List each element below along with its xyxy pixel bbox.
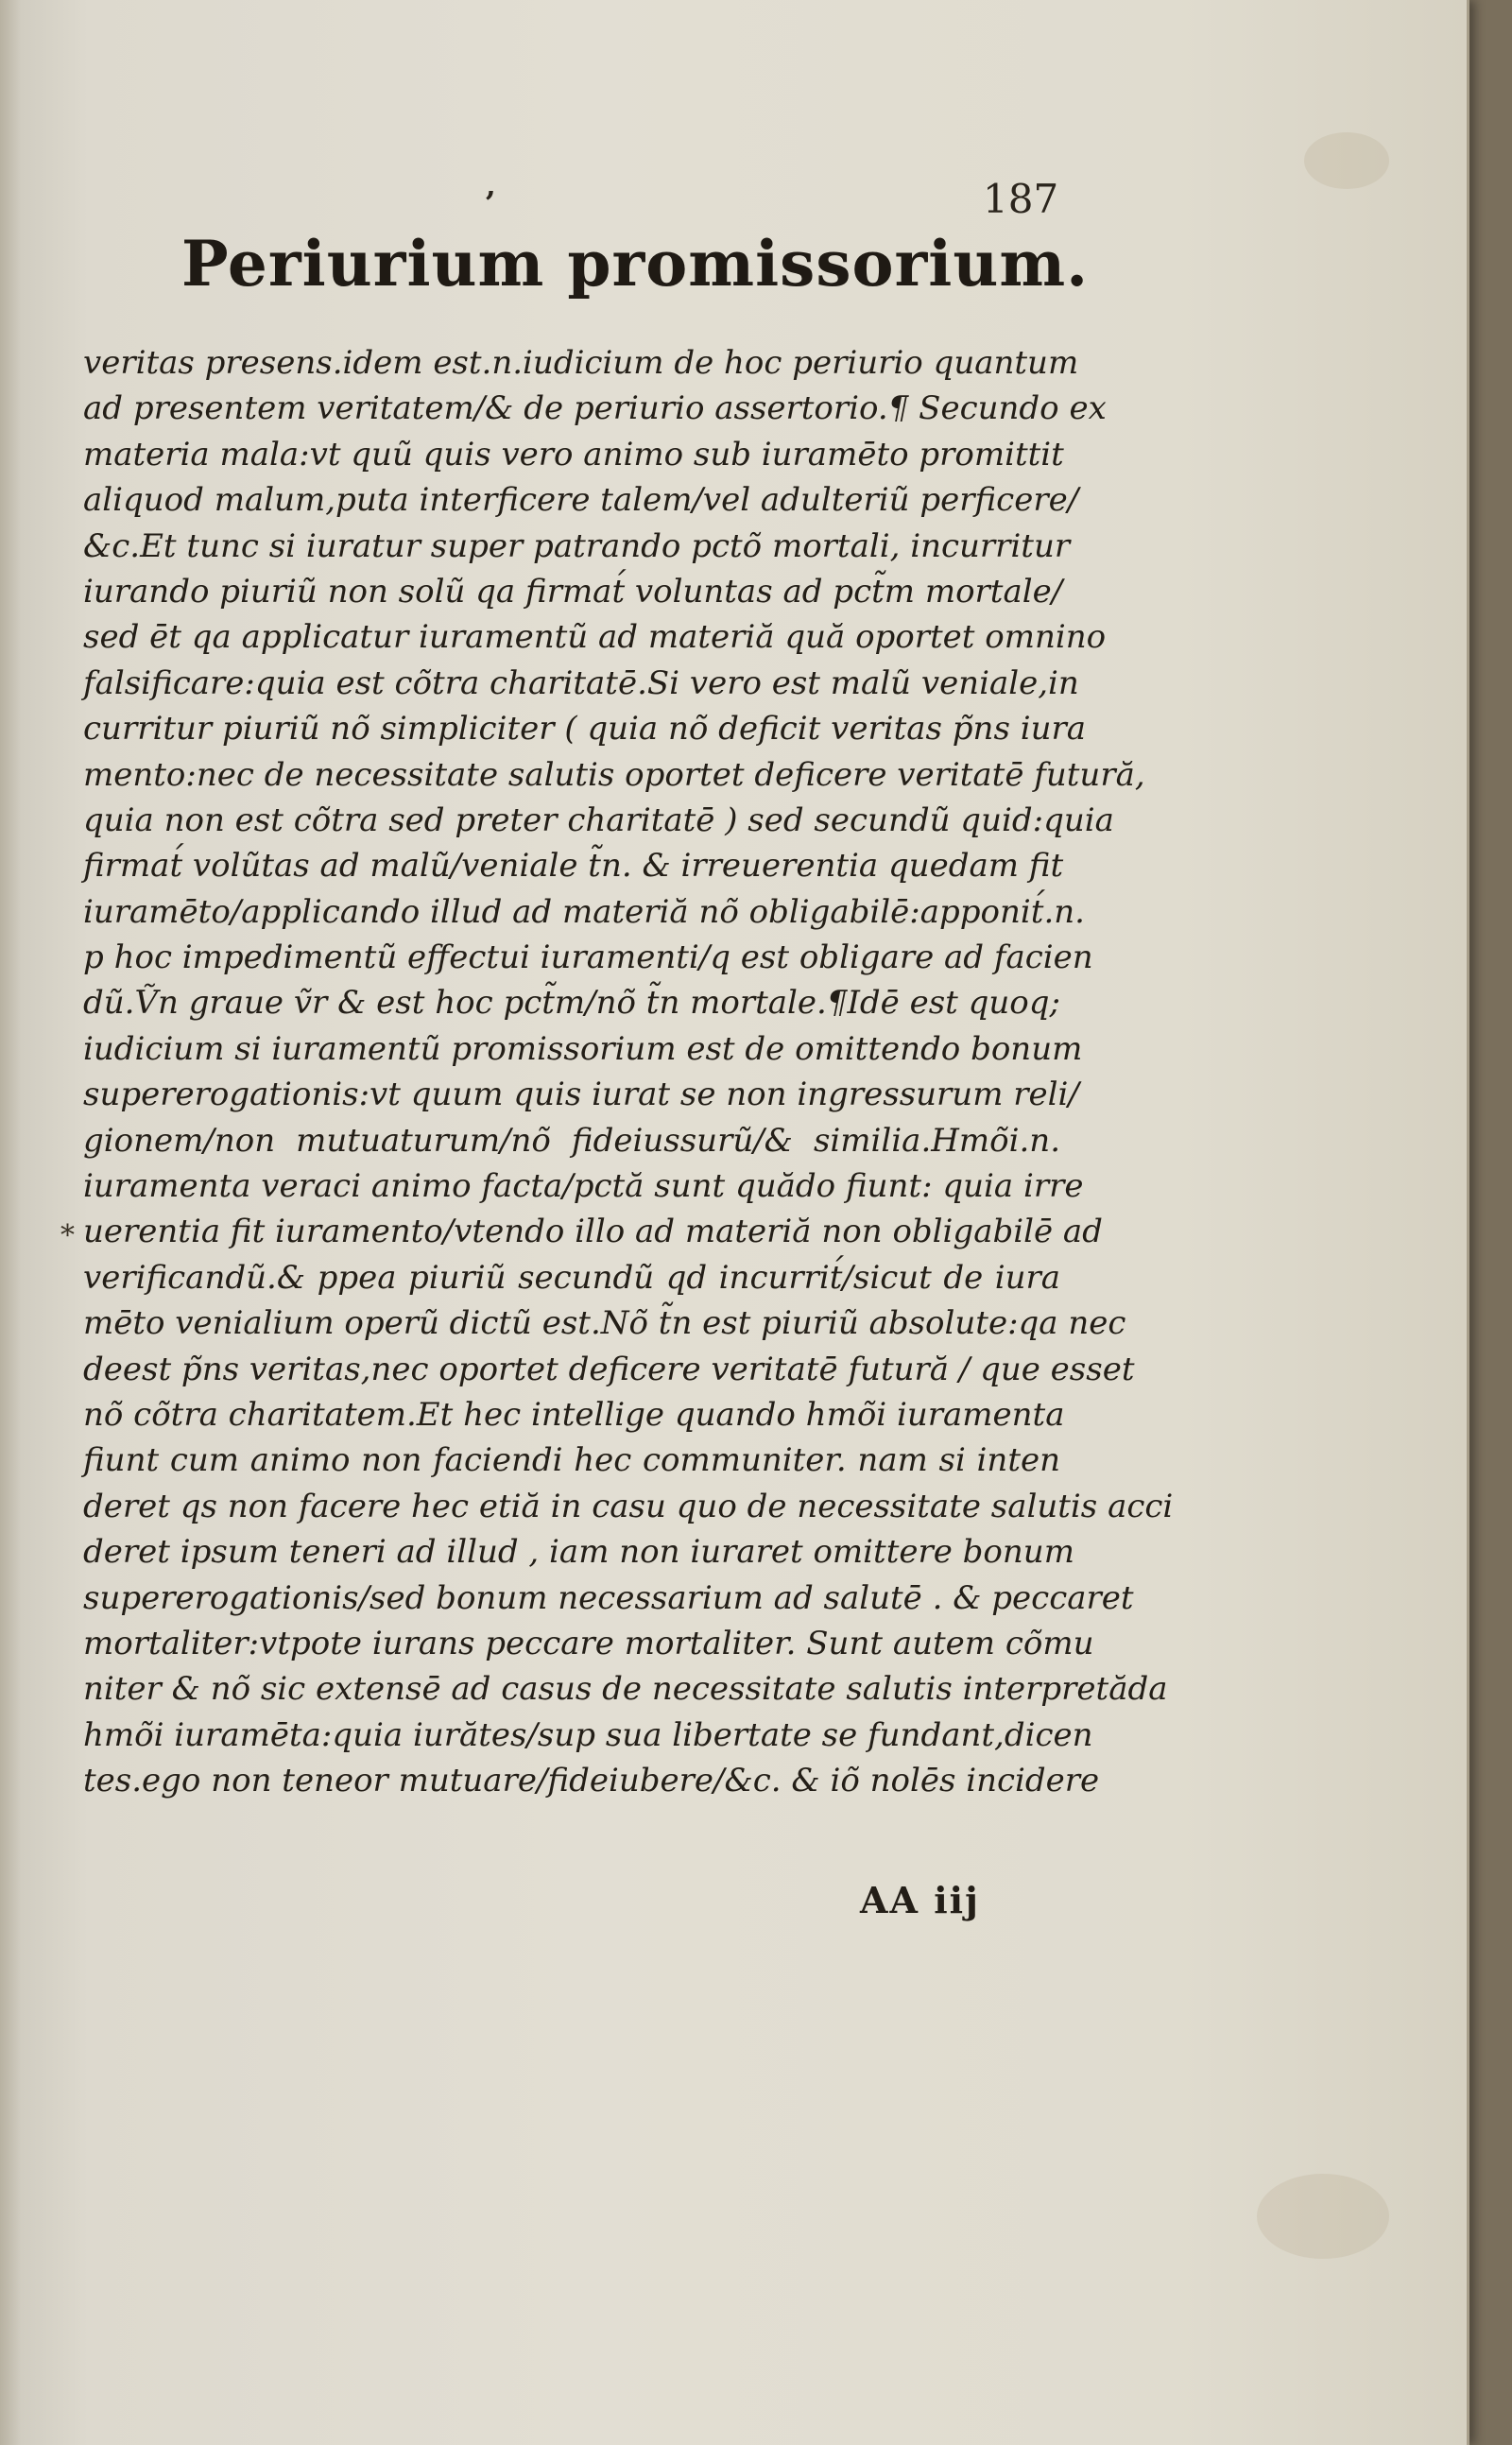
text-line: deret ipsum teneri ad illud , iam non iuraret omittere bonum xyxy=(83,1533,1074,1572)
text-line: veritas presens.idem est.n.iudicium de hoc periurio quantum xyxy=(83,344,1079,382)
text-line: p hoc impedimentũ effectui iuramenti/q est obligare ad facien xyxy=(83,938,1093,977)
text-line: mento:nec de necessitate salutis oportet deficere veritatē futură, xyxy=(83,755,1145,794)
text-line: nõ cõtra charitatem.Et hec intellige quando hmõi iuramenta xyxy=(83,1395,1065,1434)
text-line: iuramēto/applicando illud ad materiă nõ obligabilē:apponit́.n. xyxy=(83,892,1085,931)
paper-stain xyxy=(1304,132,1389,189)
text-line: materia mala:vt quũ quis vero animo sub iuramēto promittit xyxy=(83,435,1064,474)
text-line: supererogationis/sed bonum necessarium ad salutē . & peccaret xyxy=(83,1578,1134,1617)
signature-mark: AA iij xyxy=(860,1879,980,1921)
text-line: deret qs non facere hec etiă in casu quo de necessitate salutis acci xyxy=(83,1487,1174,1525)
text-line: sed ēt qa applicatur iuramentũ ad materiă quă oportet omnino xyxy=(83,618,1107,657)
text-line: tes.ego non teneor mutuare/fideiubere/&c. & iõ nolēs incidere xyxy=(83,1762,1100,1800)
text-line: gionem/non mutuaturum/nõ fideiussurũ/& similia.Hmõi.n. xyxy=(83,1121,1060,1160)
page-number: 187 xyxy=(983,176,1059,222)
running-title: Periurium promissorium. xyxy=(181,227,1090,301)
text-line: mortaliter:vtpote iurans peccare mortaliter. Sunt autem cõmu xyxy=(83,1624,1094,1662)
text-line: quia non est cõtra sed preter charitatē ) sed secundũ quid:quia xyxy=(83,801,1114,839)
text-line: curritur piuriũ nõ simpliciter ( quia nõ deficit veritas p̃ns iura xyxy=(83,710,1086,749)
text-line: firmat́ volũtas ad malũ/veniale t̃n. & irreuerentia quedam fit xyxy=(83,847,1064,886)
folio-mark: ʼ xyxy=(484,185,495,223)
text-line: supererogationis:vt quum quis iurat se non ingressurum reli/ xyxy=(83,1076,1079,1114)
text-line: hmõi iuramēta:quia iurătes/sup sua libertate se fundant,dicen xyxy=(83,1715,1093,1754)
margin-mark: * xyxy=(60,1219,75,1252)
text-line: deest p̃ns veritas,nec oportet deficere veritatē futură / que esset xyxy=(83,1350,1135,1388)
text-line: aliquod malum,puta interficere talem/vel adulteriũ perficere/ xyxy=(83,481,1079,520)
text-line: iudicium si iuramentũ promissorium est de omittendo bonum xyxy=(83,1029,1083,1068)
paper-stain xyxy=(1257,2174,1389,2259)
text-line: niter & nõ sic extensē ad casus de necessitate salutis interpretăda xyxy=(83,1670,1168,1709)
text-line: dũ.Ṽn graue ṽr & est hoc pct̃m/nõ t̃n mortale.¶Idē est quoq; xyxy=(83,984,1060,1023)
page-gutter-shadow xyxy=(0,0,21,2445)
text-line: mēto venialium operũ dictũ est.Nõ t̃n est piuriũ absolute:qa nec xyxy=(83,1304,1126,1343)
text-line: fiunt cum animo non faciendi hec communiter. nam si inten xyxy=(83,1441,1060,1480)
text-line: verificandũ.& ppea piuriũ secundũ qd incurrit́/sicut de iura xyxy=(83,1258,1060,1297)
text-line: uerentia fit iuramento/vtendo illo ad materiă non obligabilē ad xyxy=(83,1213,1103,1251)
text-block xyxy=(83,340,1174,1804)
text-line: iurando piuriũ non solũ qa firmat́ voluntas ad pct̃m mortale/ xyxy=(83,572,1063,611)
text-line: falsificare:quia est cõtra charitatē.Si vero est malũ veniale,in xyxy=(83,663,1079,702)
text-line: iuramenta veraci animo facta/pctă sunt quădo fiunt: quia irre xyxy=(83,1167,1084,1206)
text-line: &c.Et tunc si iuratur super patrando pctõ mortali, incurritur xyxy=(83,526,1071,565)
text-line: ad presentem veritatem/& de periurio assertorio.¶ Secundo ex xyxy=(83,389,1107,428)
